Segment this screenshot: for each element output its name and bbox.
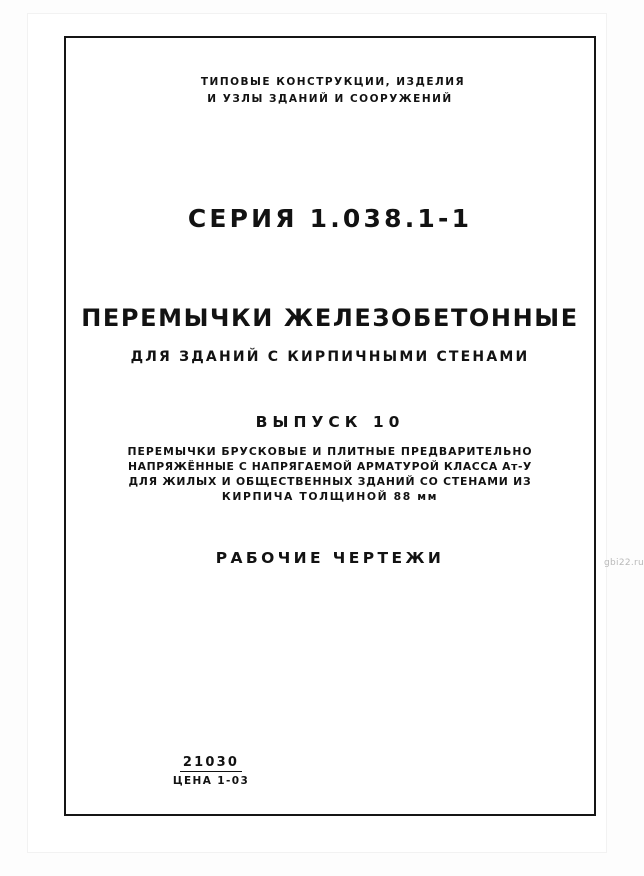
page-content — [64, 36, 596, 816]
main-title-block — [64, 304, 596, 332]
document-price: ЦЕНА 1-03 — [172, 775, 250, 787]
subtitle-block — [64, 349, 596, 365]
series-block — [64, 204, 596, 233]
series-number: СЕРИЯ 1.038.1-1 — [187, 204, 473, 233]
header-line-2: И УЗЛЫ ЗДАНИЙ И СООРУЖЕНИЙ — [207, 93, 453, 105]
page-title: ПЕРЕМЫЧКИ ЖЕЛЕЗОБЕТОННЫЕ — [81, 304, 579, 332]
description-line-3: ДЛЯ ЖИЛЫХ И ОБЩЕСТВЕННЫХ ЗДАНИЙ СО СТЕНАМИ ИЗ — [128, 475, 532, 488]
work-drawings-block — [64, 549, 596, 567]
description-line-2: НАПРЯЖЁННЫЕ С НАПРЯГАЕМОЙ АРМАТУРОЙ КЛАССА Ат-У — [128, 460, 532, 473]
header-block — [64, 74, 596, 108]
description-line-1: ПЕРЕМЫЧКИ БРУСКОВЫЕ И ПЛИТНЫЕ ПРЕДВАРИТЕЛЬНО — [127, 445, 533, 458]
paper-sheet — [28, 14, 606, 852]
issue-block — [64, 413, 596, 431]
page-subtitle: ДЛЯ ЗДАНИЙ С КИРПИЧНЫМИ СТЕНАМИ — [130, 349, 530, 365]
issue-number: ВЫПУСК 10 — [255, 413, 405, 431]
document-code: 21030 — [180, 755, 242, 772]
header-line-1: ТИПОВЫЕ КОНСТРУКЦИИ, ИЗДЕЛИЯ — [200, 76, 466, 88]
description-line-4: КИРПИЧА ТОЛЩИНОЙ 88 мм — [221, 490, 439, 503]
description-block — [64, 444, 596, 504]
watermark-text: gbi22.ru — [604, 558, 644, 568]
work-drawings-label: РАБОЧИЕ ЧЕРТЕЖИ — [215, 549, 445, 567]
code-block — [126, 751, 296, 787]
